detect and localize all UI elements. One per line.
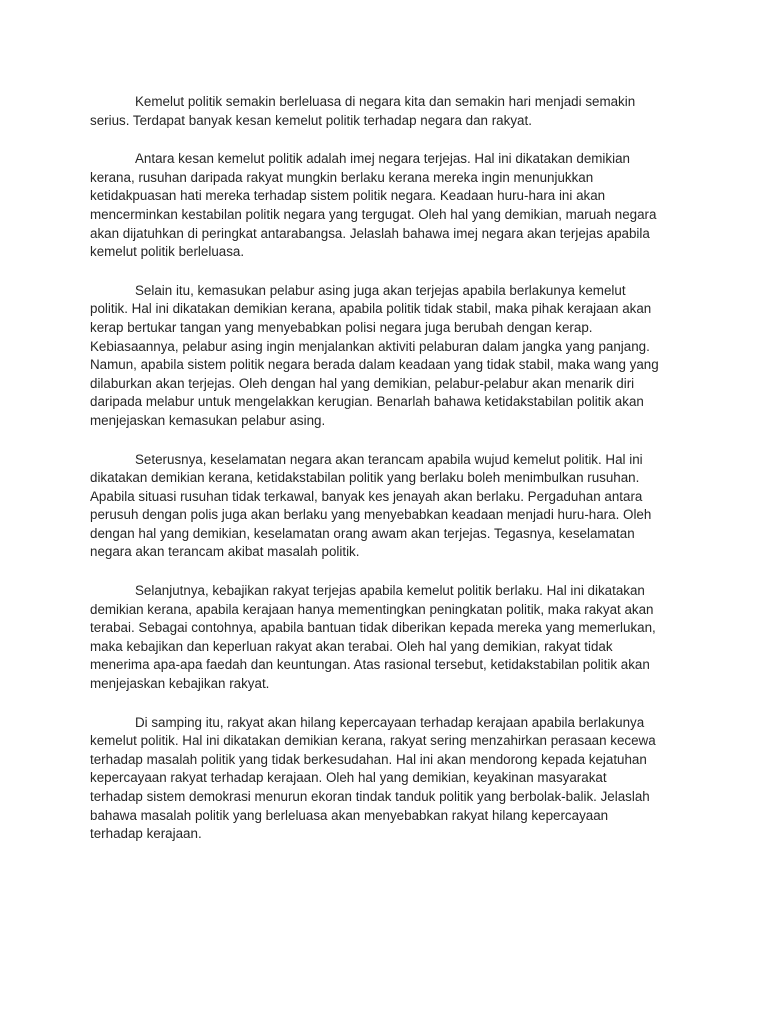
paragraph-intro: Kemelut politik semakin berleluasa di negara kita dan semakin hari menjadi semakin serius. Terdapat banyak kesan kemelut politik terhadap negara dan rakyat. <box>90 94 636 128</box>
paragraph-kepercayaan: Di samping itu, rakyat akan hilang kepercayaan terhadap kerajaan apabila berlakunya kemelut politik. Hal ini dikatakan demikian kerana, rakyat sering menzahirkan perasaan kecewa terhadap masalah politik yang tidak berkesudahan. Hal ini akan mendorong kepada kejatuhan kepercayaan rakyat terhadap kerajaan. Oleh hal yang demikian, keyakinan masyarakat terhadap sistem demokrasi menurun ekoran tindak tanduk politik yang berbolak-balik. Jelaslah bahawa masalah politik yang berleluasa akan menyebabkan rakyat hilang kepercayaan terhadap kerajaan. <box>90 714 656 842</box>
document-body <box>90 93 680 864</box>
paragraph-imej-negara: Antara kesan kemelut politik adalah imej negara terjejas. Hal ini dikatakan demikian kerana, rusuhan daripada rakyat mungkin berlaku kerana mereka ingin menunjukkan ketidakpuasan hati mereka terhadap sistem politik negara. Keadaan huru-hara ini akan mencerminkan kestabilan politik negara yang tergugat. Oleh hal yang demikian, maruah negara akan dijatuhkan di peringkat antarabangsa. Jelaslah bahawa imej negara akan terjejas apabila kemelut politik berleluasa. <box>90 151 657 260</box>
paragraph-kebajikan: Selanjutnya, kebajikan rakyat terjejas apabila kemelut politik berlaku. Hal ini dikatakan demikian kerana, apabila kerajaan hanya mementingkan peningkatan politik, maka rakyat akan terabai. Sebagai contohnya, apabila bantuan tidak diberikan kepada mereka yang memerlukan, maka kebajikan dan keperluan rakyat akan terabai. Oleh hal yang demikian, rakyat tidak menerima apa-apa faedah dan keuntungan. Atas rasional tersebut, ketidakstabilan politik akan menjejaskan kebajikan rakyat. <box>90 583 656 692</box>
paragraph-pelabur-asing: Selain itu, kemasukan pelabur asing juga akan terjejas apabila berlakunya kemelut politik. Hal ini dikatakan demikian kerana, apabila politik tidak stabil, maka pihak kerajaan akan kerap bertukar tangan yang menyebabkan polisi negara juga berubah dengan kerap. Kebiasaannya, pelabur asing ingin menjalankan aktiviti pelaburan dalam jangka yang panjang. Namun, apabila sistem politik negara berada dalam keadaan yang tidak stabil, maka wang yang dilaburkan akan terjejas. Oleh dengan hal yang demikian, pelabur-pelabur akan menarik diri daripada melabur untuk mengelakkan kerugian. Benarlah bahawa ketidakstabilan politik akan menjejaskan kemasukan pelabur asing. <box>90 282 659 428</box>
paragraph-keselamatan: Seterusnya, keselamatan negara akan terancam apabila wujud kemelut politik. Hal ini dikatakan demikian kerana, ketidakstabilan politik yang berlaku boleh menimbulkan rusuhan. Apabila situasi rusuhan tidak terkawal, banyak kes jenayah akan berlaku. Pergaduhan antara perusuh dengan polis juga akan berlaku yang menyebabkan keadaan menjadi huru-hara. Oleh dengan hal yang demikian, keselamatan orang awam akan terjejas. Tegasnya, keselamatan negara akan terancam akibat masalah politik. <box>90 451 652 560</box>
